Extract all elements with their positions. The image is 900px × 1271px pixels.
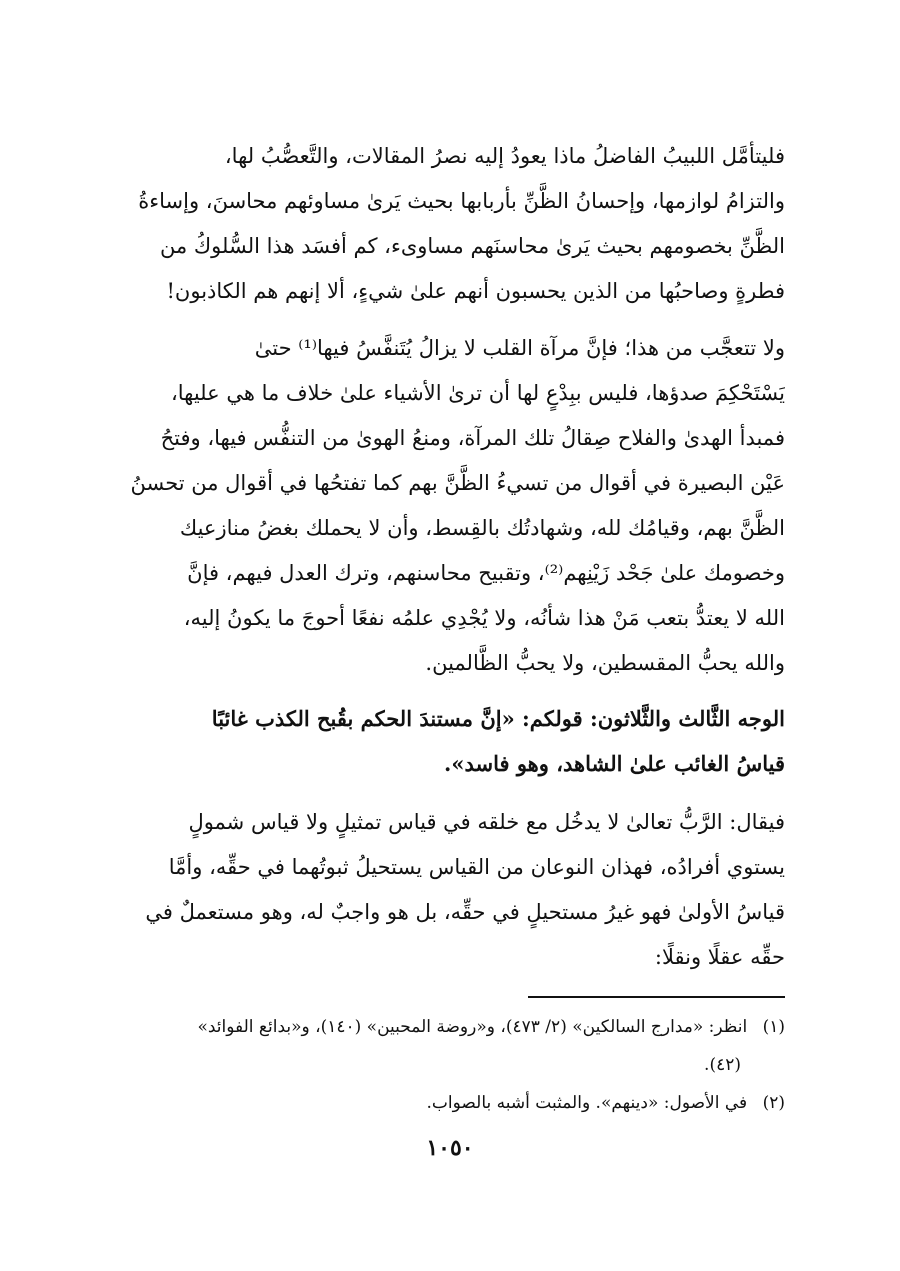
footnote-number: (٢) <box>762 1093 785 1113</box>
text-line: قياسُ الغائب علىٰ الشاهد، وهو فاسد». <box>444 751 785 776</box>
paragraph-1 <box>118 134 785 314</box>
footnote-separator <box>528 996 785 998</box>
text-line: الظَّنِّ بخصومهم بحيث يَرىٰ محاسنَهم مساوىء، كم أفسَد هذا السُّلوكُ من <box>159 234 785 258</box>
text-line: ولا تتعجَّب من هذا؛ فإنَّ مرآة القلب لا يزالُ يُتَنفَّسُ فيها⁽¹⁾ حتىٰ <box>254 336 785 360</box>
text-line: حقِّه عقلًا ونقلًا: <box>654 945 785 969</box>
text-line: فليتأمَّل اللبيبُ الفاضلُ ماذا يعودُ إليه نصرُ المقالات، والتَّعصُّبُ لها، <box>224 144 785 168</box>
text-line: يستوي أفرادُه، فهذان النوعان من القياس يستحيلُ ثبوتُهما في حقِّه، وأمَّا <box>168 855 785 879</box>
text-line: الله لا يعتدُّ بتعب مَنْ هذا شأنُه، ولا يُجْدِي علمُه نفعًا أحوجَ ما يكونُ إليه، <box>183 606 785 630</box>
footnote-number: (١) <box>762 1017 785 1037</box>
text-line: الوجه الثَّالث والثَّلاثون: قولكم: «إنَّ مستندَ الحكم بقُبح الكذب غائبًا <box>211 706 785 731</box>
text-line: والتزامُ لوازمها، وإحسانُ الظَّنِّ بأربابها بحيث يَرىٰ مساوئهم محاسنَ، وإساءةُ <box>138 189 785 213</box>
text-line: عَيْن البصيرة في أقوال من تسيءُ الظَّنَّ بهم كما تفتحُها في أقوال من تحسنُ <box>130 471 785 495</box>
text-line: فيقال: الرَّبُّ تعالىٰ لا يدخُل مع خلقه في قياس تمثيلٍ ولا قياس شمولٍ <box>188 810 785 834</box>
text-line: قياسُ الأولىٰ فهو غيرُ مستحيلٍ في حقِّه، بل هو واجبٌ له، وهو مستعملٌ في <box>145 900 785 924</box>
footnote-2 <box>118 1084 785 1122</box>
footnote-text: انظر: «مدارج السالكين» (٢/ ٤٧٣)، و«روضة المحبين» (١٤٠)، و«بدائع الفوائد» <box>197 1017 748 1037</box>
footnote-text: في الأصول: «دينهم». والمثبت أشبه بالصواب. <box>426 1093 748 1113</box>
page-number: ١٠٥٠ <box>426 1135 474 1161</box>
text-line: وخصومك علىٰ جَحْد زَيْنِهم⁽²⁾، وتقبيح محاسنهم، وترك العدل فيهم، فإنَّ <box>187 561 785 585</box>
footnote-1 <box>118 1008 785 1046</box>
text-line: والله يحبُّ المقسطين، ولا يحبُّ الظَّالمين. <box>425 651 785 675</box>
footnote-1-continuation: (٤٢). <box>704 1055 741 1075</box>
footnotes <box>118 1008 785 1122</box>
paragraph-2 <box>118 326 785 686</box>
text-line: فطرةٍ وصاحبُها من الذين يحسبون أنهم علىٰ شيءٍ، ألا إنهم هم الكاذبون! <box>166 279 785 303</box>
text-line: يَسْتَحْكِمَ صدؤها، فليس ببِدْعٍ لها أن ترىٰ الأشياء علىٰ خلاف ما هي عليها، <box>170 381 785 405</box>
section-heading-paragraph <box>118 696 785 786</box>
text-line: فمبدأ الهدىٰ والفلاح صِقالُ تلك المرآة، ومنعُ الهوىٰ من التنفُّس فيها، وفتحُ <box>160 426 785 450</box>
paragraph-4 <box>118 800 785 980</box>
text-line: الظَّنَّ بهم، وقيامُك لله، وشهادتُك بالقِسط، وأن لا يحملك بغضُ منازعيك <box>179 516 785 540</box>
